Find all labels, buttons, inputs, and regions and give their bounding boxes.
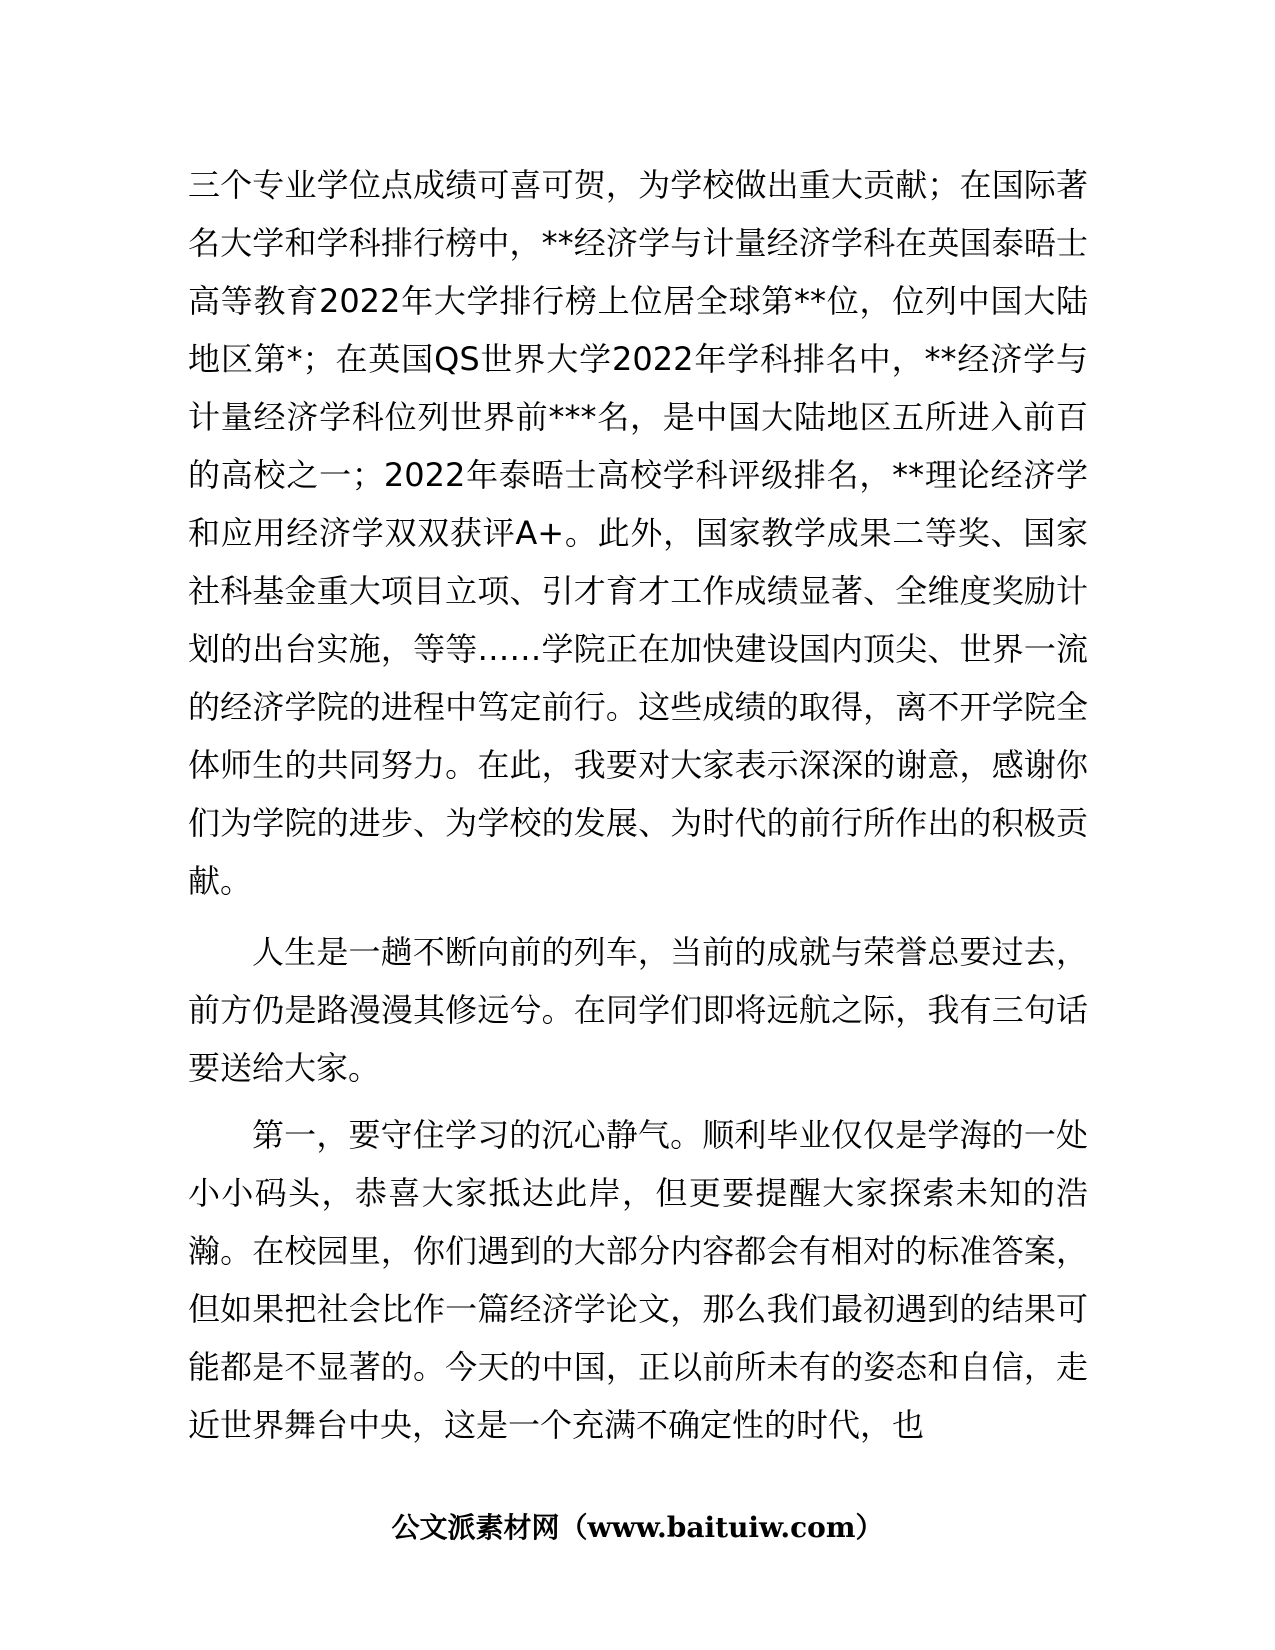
paragraph-first-advice: 第一，要守住学习的沉心静气。顺利毕业仅仅是学海的一处小小码头，恭喜大家抵达此岸，但更要提醒大家探索未知的浩瀚。在校园里，你们遇到的大部分内容都会有相对的标准答案，但如果把社会比作一篇经济学论文，那么我们最初遇到的结果可能都是不显著的。今天的中国，正以前所未有的姿态和自信，走近世界舞台中央，这是一个充满不确定性的时代，也: [188, 1116, 1088, 1444]
document-body: [188, 156, 1088, 1454]
paragraph-achievements: 三个专业学位点成绩可喜可贺，为学校做出重大贡献；在国际著名大学和学科排行榜中，**经济学与计量经济学科在英国泰晤士高等教育2022年大学排行榜上位居全球第**位，位列中国大陆地区第*；在英国QS世界大学2022年学科排名中，**经济学与计量经济学科位列世界前***名，是中国大陆地区五所进入前百的高校之一；2022年泰晤士高校学科评级排名，**理论经济学和应用经济学双双获评A+。此外，国家教学成果二等奖、国家社科基金重大项目立项、引才育才工作成绩显著、全维度奖励计划的出台实施，等等……学院正在加快建设国内顶尖、世界一流的经济学院的进程中笃定前行。这些成绩的取得，离不开学院全体师生的共同努力。在此，我要对大家表示深深的谢意，感谢你们为学院的进步、为学校的发展、为时代的前行所作出的积极贡献。: [188, 166, 1088, 900]
footer-watermark: 公文派素材网（www.baituiw.com）: [391, 1511, 884, 1544]
paragraph-life-train: 人生是一趟不断向前的列车，当前的成就与荣誉总要过去，前方仍是路漫漫其修远兮。在同学们即将远航之际，我有三句话要送给大家。: [188, 933, 1088, 1087]
